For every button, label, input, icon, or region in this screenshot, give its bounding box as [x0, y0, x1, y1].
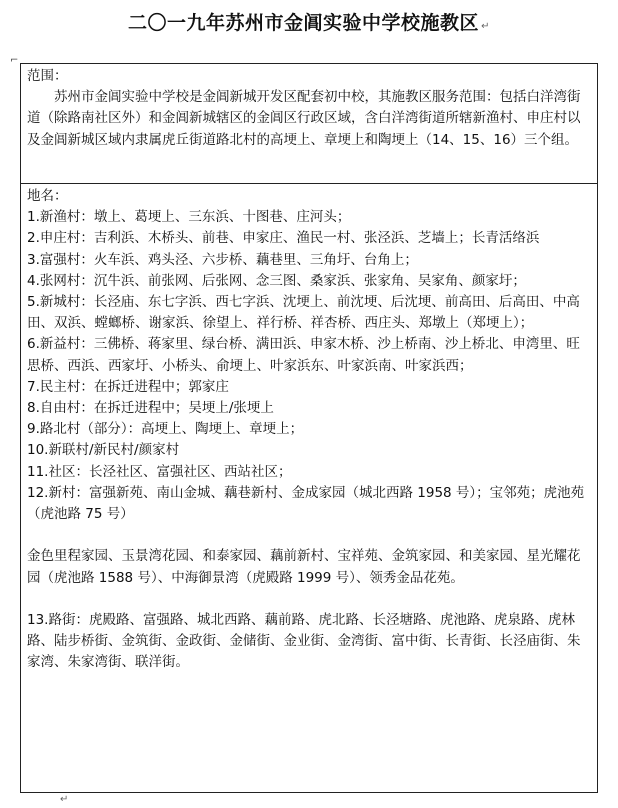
page-title	[0, 8, 618, 35]
place-item-1: 1.新渔村：墩上、葛埂上、三东浜、十图巷、庄河头；	[27, 209, 351, 226]
place-item-9: 9.路北村（部分）：高埂上、陶埂上、章埂上；	[27, 421, 304, 438]
paragraph-mark-icon: ↵	[60, 794, 69, 805]
place-item-12: 12.新村：富强新苑、南山金城、藕巷新村、金成家园（城北西路 1958 号）；宝邻苑；虎池苑（虎池路 75 号）	[27, 484, 585, 523]
table-corner-mark-icon: ⌐	[10, 55, 19, 66]
place-item-6: 6.新益村：三佛桥、蒋家里、绿台桥、满田浜、申家木桥、沙上桥南、沙上桥北、申湾里、旺思桥、西浜、西家圩、小桥头、俞埂上、叶家浜东、叶家浜南、叶家浜西；	[27, 336, 580, 374]
place-item-8: 8.自由村：在拆迁进程中；吴埂上/张埂上	[27, 400, 274, 417]
roads-list: 13.路街：虎殿路、富强路、城北西路、藕前路、虎北路、长泾塘路、虎池路、虎泉路、虎林路、陆步桥街、金筑街、金政街、金储街、金业街、金湾街、富中街、长青街、长泾庙街、朱家湾、朱家湾街、联洋街。	[27, 612, 581, 671]
place-item-10: 10.新联村/新民村/颜家村	[27, 442, 180, 459]
blank-line	[27, 525, 589, 546]
scope-label: 范围：	[27, 68, 68, 84]
estates-extra: 金色里程家园、玉景湾花园、和泰家园、藕前新村、宝祥苑、金筑家园、和美家园、星光耀花园（虎池路 1588 号）、中海御景湾（虎殿路 1999 号）、领秀金品花苑。	[27, 548, 581, 586]
paragraph-mark-icon: ↵	[481, 21, 490, 32]
place-item-4: 4.张网村：沉牛浜、前张网、后张网、念三图、桑家浜、张家角、吴家角、颜家圩；	[27, 272, 526, 289]
page-title-text: 二〇一九年苏州市金阊实验中学校施教区	[128, 12, 480, 34]
scope-text: 苏州市金阊实验中学校是金阊新城开发区配套初中校，其施教区服务范围：包括白洋湾街道（除路南社区外）和金阊新城辖区的金阊区行政区域，含白洋湾街道所辖新渔村、申庄村以及金阊新城区域内隶属虎丘街道路北村的高埂上、章埂上和陶埂上（14、15、16）三个组。	[27, 89, 581, 148]
place-item-7: 7.民主村：在拆迁进程中；郭家庄	[27, 378, 229, 395]
places-label: 地名：	[27, 188, 68, 204]
blank-line	[27, 589, 589, 610]
district-table	[10, 55, 598, 793]
places-cell	[21, 184, 597, 792]
place-item-3: 3.富强村：火车浜、鸡头泾、六步桥、藕巷里、三角圩、台角上；	[27, 251, 418, 268]
scope-cell	[21, 64, 597, 184]
place-item-2: 2.申庄村：吉利浜、木桥头、前巷、申家庄、渔民一村、张泾浜、芝墙上；长青活络浜	[27, 230, 540, 247]
place-item-5: 5.新城村：长泾庙、东七字浜、西七字浜、沈埂上、前沈埂、后沈埂、前高田、后高田、中高田、双浜、螳螂桥、谢家浜、徐望上、祥行桥、祥杏桥、西庄头、郑墩上（郑埂上）；	[27, 294, 580, 332]
place-item-11: 11.社区：长泾社区、富强社区、西站社区；	[27, 463, 292, 480]
